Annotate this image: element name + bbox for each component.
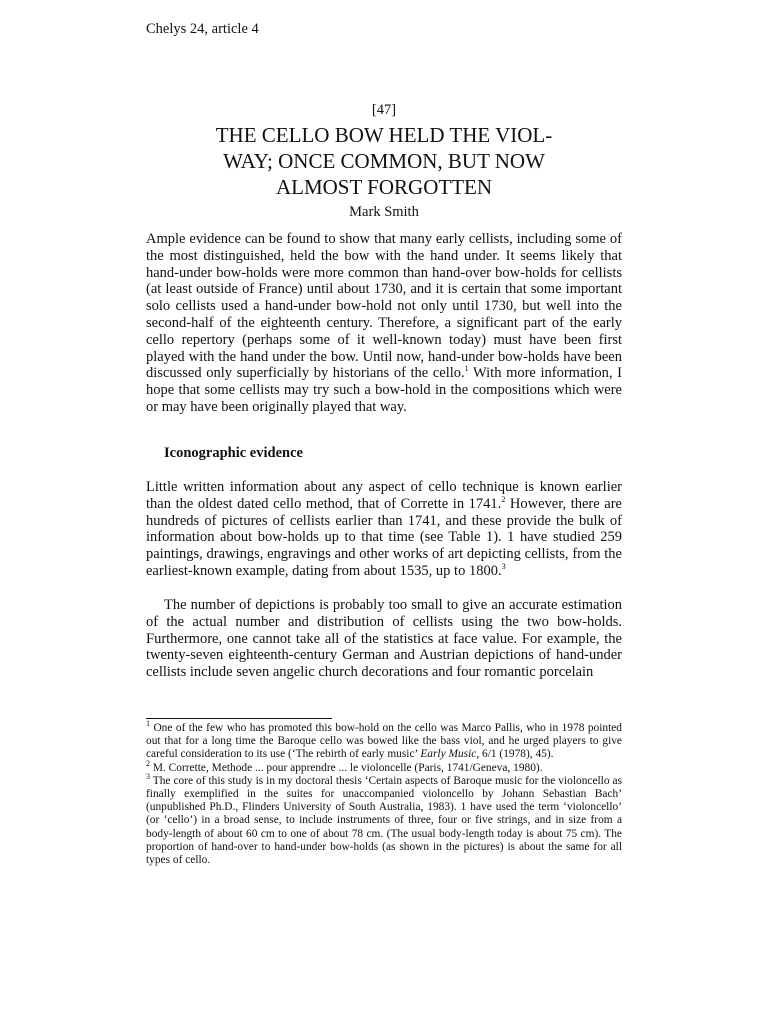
section-heading: Iconographic evidence	[164, 445, 303, 461]
article-title	[146, 122, 622, 200]
footnote-divider	[146, 718, 332, 719]
footnote-number: 1	[146, 719, 150, 729]
title-line: ALMOST FORGOTTEN	[275, 175, 493, 199]
footnote-text: 6/1 (1978), 45).	[479, 748, 554, 761]
body-paragraph: The number of depictions is probably too small to give an accurate estimation of the actual number and distribution of cellists using the two bow-holds. Furthermore, one cannot take all of the statistics at face value. For example, the twenty-seven eighteenth-century German and Austrian depictions of hand-under cellists include seven angelic church decorations and four romantic porcelain	[146, 597, 622, 681]
title-line: THE CELLO BOW HELD THE VIOL-	[215, 123, 553, 147]
footnote-text: M. Corrette, Methode ... pour apprendre ... le violoncelle (Paris, 1741/Geneva, 1980).	[150, 761, 543, 774]
paragraph-text: With more information, I hope that some cellists may try such a bow-hold in the compositions which were or may have been originally played that way.	[146, 365, 623, 415]
footnote-ref-2[interactable]: 2	[501, 494, 506, 504]
footnotes	[146, 719, 622, 867]
footnote-3	[146, 772, 622, 867]
footnote-2	[146, 758, 622, 775]
title-line: WAY; ONCE COMMON, BUT NOW	[223, 149, 545, 173]
body-paragraph	[146, 479, 622, 580]
author-name: Mark Smith	[349, 204, 419, 220]
footnote-number: 3	[146, 772, 150, 782]
paragraph-text: Little written information about any aspect of cello technique is known earlier than the oldest dated cello method, that of Corrette in 1741.	[146, 479, 622, 512]
footnote-1	[146, 719, 622, 762]
footnote-text: One of the few who has promoted this bow-hold on the cello was Marco Pallis, who in 1978 pointed out that for a long time the Baroque cello was bowed like the bass viol, and he urged players to give careful consideration to its use (‘The rebirth of early music’	[146, 722, 622, 761]
footnote-text: The core of this study is in my doctoral thesis ‘Certain aspects of Baroque music for the violoncello as finally exemplified in the suites for unaccompanied violoncello by Johann Sebastian Bach’ (unpublished Ph.D., Flinders University of South Australia, 1983). 1 have used the term ‘violoncello’ (or ‘cello’) in a broad sense, to include instruments of three, four or five strings, and in size from a body-length of about 60 cm to one of about 78 cm. (The usual body-length today is about 75 cm). The proportion of hand-over to hand-under bow-holds (as shown in the pictures) is about the same for all types of cello.	[146, 774, 622, 867]
footnote-ref-1[interactable]: 1	[464, 364, 469, 374]
intro-paragraph	[146, 231, 622, 416]
footnote-ref-3[interactable]: 3	[501, 562, 506, 572]
footnote-number: 2	[146, 758, 150, 768]
running-head: Chelys 24, article 4	[146, 21, 259, 37]
paragraph-text: Ample evidence can be found to show that many early cellists, including some of the most distinguished, held the bow with the hand under. It seems likely that hand-under bow-holds were more common than hand-over bow-holds for cellists (at least outside of France) until about 1730, and it is certain that some important solo cellists used a hand-under bow-hold not only until 1730, but well into the second-half of the eighteenth century. Therefore, a significant part of the early cello repertory (perhaps some of it well-known today) must have been first played with the hand under the bow. Until now, hand-under bow-holds have been discussed only superficially by historians of the cello.	[146, 231, 622, 382]
paragraph-text: However, there are hundreds of pictures of cellists earlier than 1741, and these provide the bulk of information about bow-holds up to that time (see Table 1). 1 have studied 259 paintings, drawings, engravings and other works of art depicting cellists, from the earliest-known example, dating from about 1535, up to 1800.	[146, 495, 622, 579]
page-number: [47]	[371, 102, 397, 118]
journal-title: Early Music,	[420, 748, 480, 761]
